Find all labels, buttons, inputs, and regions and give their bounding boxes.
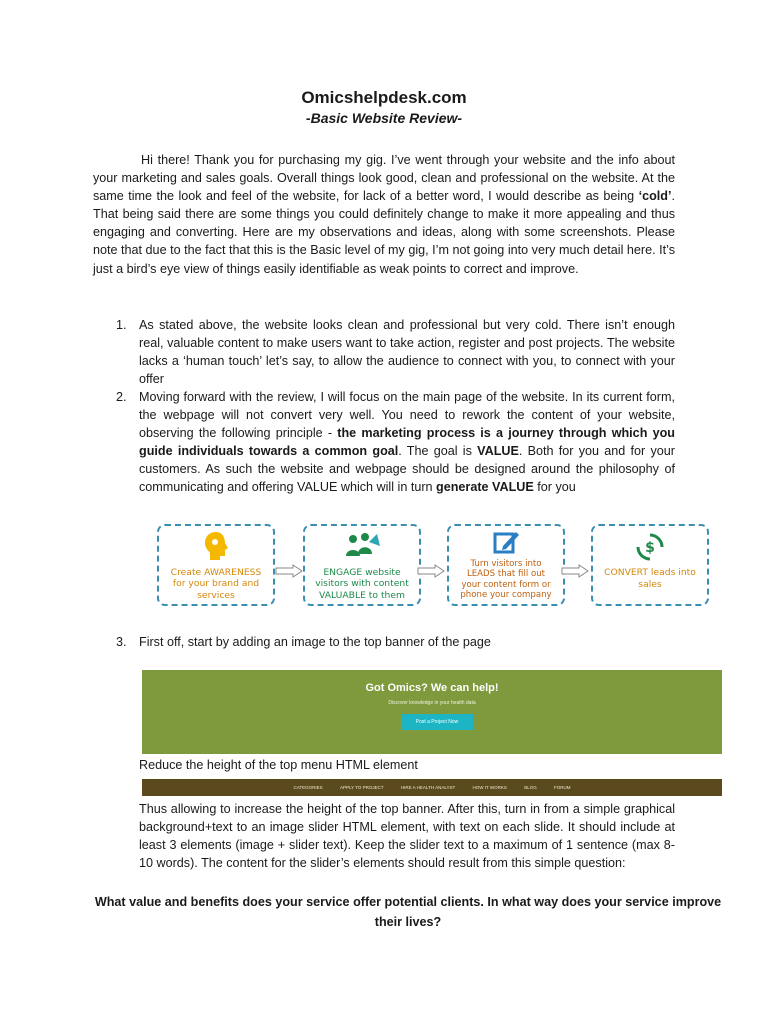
- flow-step-leads-line-1: Turn visitors into: [470, 558, 542, 569]
- list-number-2: 2.: [116, 390, 127, 404]
- list-item-2: [139, 388, 675, 497]
- intro-text-start: Hi there! Thank you for purchasing my gig. I’ve went through your website and the info about your marketing and sales goals. Overall things look good, clean and professional on the website. At the same time the look and feel of the website, for lack of a better word, I would describe as being: [93, 153, 675, 204]
- flow-step-awareness: [157, 524, 275, 606]
- slider-recommendation-paragraph: Thus allowing to increase the height of the top banner. After this, turn in from a simple graphical background+text to an image slider HTML element, with text on each slide. It should include at least 3 elements (image + slider text). Keep the slider text to a maximum of 1 sentence (max 8-10 words). The content for the slider’s elements should result from this simple question:: [139, 802, 675, 871]
- banner-subtitle: Discover knowledge in your health data: [388, 700, 476, 706]
- people-chart-icon: [343, 530, 381, 560]
- flow-step-convert-line-1: CONVERT leads into: [604, 567, 696, 578]
- list-item-2-text-b: . The goal is: [398, 444, 478, 459]
- edit-icon: [492, 530, 520, 556]
- svg-text:$: $: [645, 540, 655, 556]
- flow-step-convert-line-2: sales: [638, 578, 662, 590]
- list-item-2-bold-value: VALUE: [477, 444, 519, 459]
- list-item-2-text-d: for you: [533, 480, 576, 495]
- flow-step-awareness-text: [159, 567, 273, 602]
- menu-item-hire[interactable]: HIRE A HEALTH ANALYST: [400, 785, 456, 790]
- list-item-2-text-a: Moving forward with the review, I will focus on the main page of the website. In its current form, the webpage will not convert very well. You need to rework the content of your website, observing the following principle -: [139, 390, 675, 441]
- menu-item-apply[interactable]: APPLY TO PROJECT: [339, 785, 384, 790]
- list-item-3: First off, start by adding an image to the top banner of the page: [139, 635, 491, 649]
- intro-bold-cold: ‘cold’: [638, 189, 672, 204]
- flow-step-engage-text: [305, 567, 419, 602]
- flow-step-engage-line-1: ENGAGE website: [323, 566, 401, 578]
- intro-text-end: . That being said there are some things you could definitely change to make it more appealing and thus engaging and converting. Here are my observations and ideas, along with some screenshots. Please note that due to the fact that this is the Basic level of my gig, I’m not going into very much detail here. It’s just a bird’s eye view of things easily identifiable as weak points to correct and improve.: [93, 189, 675, 276]
- flow-arrow-2: [417, 564, 445, 578]
- website-banner-screenshot: [142, 670, 722, 754]
- list-item-2-bold-principle: the marketing process is a journey through which you guide individuals towards a common goal: [139, 426, 675, 459]
- document-subtitle: -Basic Website Review-: [305, 110, 463, 126]
- menu-item-categories[interactable]: CATEGORIES: [293, 785, 323, 790]
- flow-step-convert-text: [593, 567, 707, 590]
- intro-paragraph: [93, 151, 675, 278]
- flow-arrow-3: [561, 564, 589, 578]
- flow-step-leads-line-3: your content form or: [461, 579, 551, 590]
- menu-item-how-it-works[interactable]: HOW IT WORKS: [472, 785, 507, 790]
- flow-arrow-1: [275, 564, 303, 578]
- list-item-1: As stated above, the website looks clean and professional but very cold. There isn’t enough real, valuable content to make users want to take action, register and post projects. The website lacks a ‘human touch’ let’s say, to allow the audience to connect with you, to connect with your offer: [139, 318, 675, 387]
- flow-step-awareness-line-3: services: [197, 589, 235, 601]
- list-item-2-text-c: . Both for you and for your customers. As such the website and webpage should be designed around the philosophy of communicating and offering VALUE which will in turn: [139, 444, 675, 495]
- flow-step-awareness-line-1: Create AWARENESS: [170, 566, 262, 578]
- flow-step-engage-line-3: VALUABLE to them: [319, 589, 405, 601]
- list-number-3: 3.: [116, 635, 127, 649]
- flow-step-leads-line-2: LEADS that fill out: [466, 569, 546, 580]
- flow-step-convert: [591, 524, 709, 606]
- flow-step-engage-line-2: visitors with content: [315, 578, 409, 589]
- menu-items: [142, 779, 722, 796]
- menu-item-forum[interactable]: FORUM: [553, 785, 571, 790]
- banner-title: Got Omics? We can help!: [365, 682, 499, 694]
- list-number-1: 1.: [116, 318, 127, 332]
- document-title: Omicshelpdesk.com: [301, 88, 467, 107]
- flow-step-leads-line-4: phone your company: [460, 590, 552, 601]
- dollar-cycle-icon: [635, 532, 665, 562]
- menu-item-blog[interactable]: BLOG: [524, 785, 537, 790]
- post-project-button[interactable]: Post a Project Now: [401, 714, 473, 730]
- value-question: What value and benefits does your service offer potential clients. In what way does your service improve their lives?: [94, 895, 722, 929]
- flow-step-leads: [447, 524, 565, 606]
- menu-caption: Reduce the height of the top menu HTML element: [139, 758, 418, 772]
- flow-step-engage: [303, 524, 421, 606]
- lightbulb-head-icon: [201, 530, 231, 562]
- website-menu-screenshot: [142, 779, 722, 796]
- flow-step-leads-text: [449, 559, 563, 601]
- flow-step-awareness-line-2: for your brand and: [172, 578, 260, 589]
- marketing-flow-diagram: [155, 524, 711, 610]
- list-item-2-bold-generate: generate VALUE: [436, 480, 534, 495]
